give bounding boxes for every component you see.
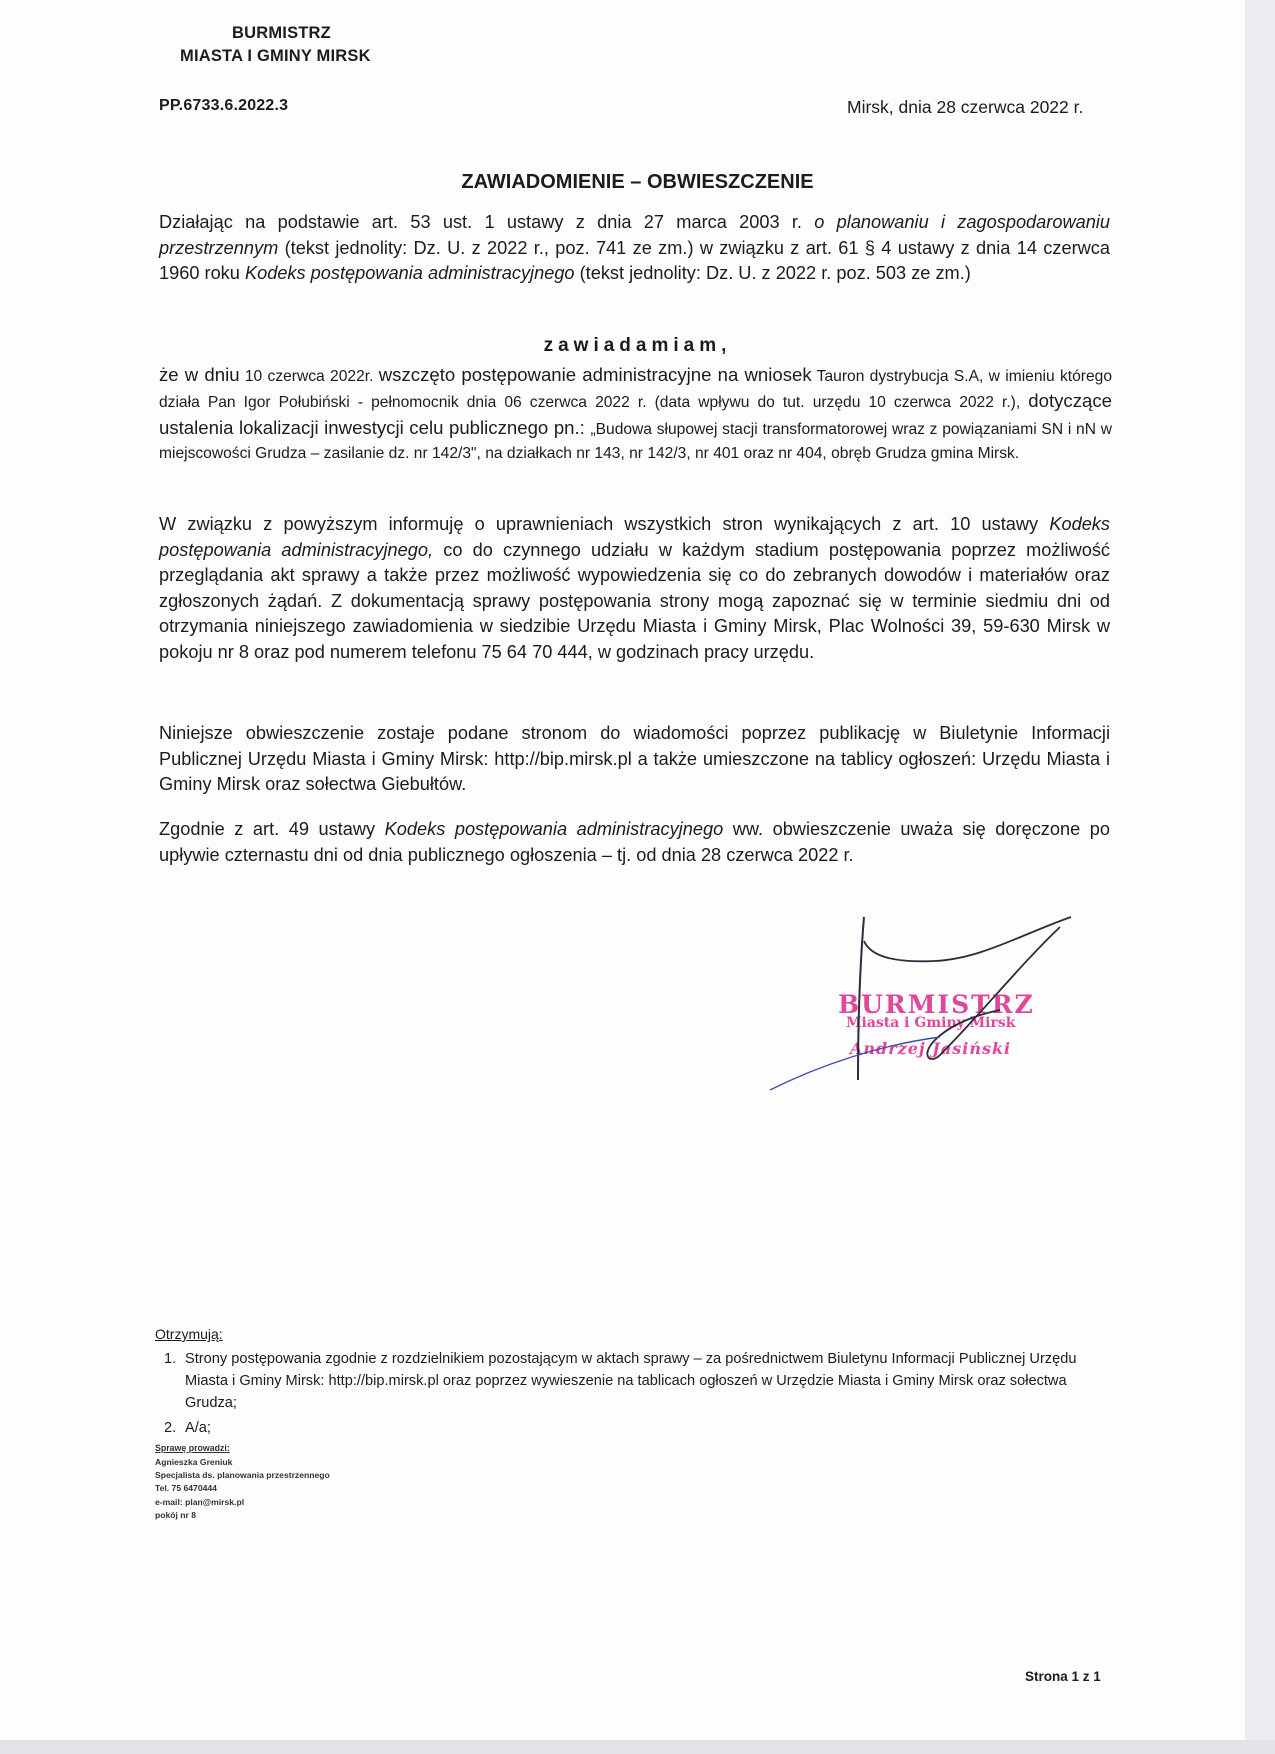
contact-block — [155, 1456, 330, 1522]
stamp-line-1: BURMISTRZ — [838, 990, 1035, 1019]
stamp-line-2: Miasta i Gminy Mirsk — [846, 1015, 1016, 1031]
para2-text-d: Tauron dystrybucja S.A, w imieniu którego działa Pan Igor Połubiński - pełnomocnik dnia 06 czerwca 2022 r. (data wpływu do tut. urzędu 10 czerwca 2022 r.), — [159, 368, 1112, 412]
paragraph-delivery — [159, 817, 1110, 868]
contact-room: pokój nr 8 — [155, 1509, 197, 1520]
para2-text-e: dotyczące ustalenia lokalizacji inwestycji celu publicznego pn.: — [159, 390, 1112, 438]
recipients-item-number: 1. — [164, 1351, 177, 1367]
contact-email: e-mail: plan@mirsk.pl — [155, 1496, 245, 1507]
paragraph-legal-basis — [159, 210, 1110, 287]
contact-position: Specjalista ds. planowania przestrzennego — [155, 1470, 330, 1481]
para1-text-1: Działając na podstawie art. 53 ust. 1 ustawy z dnia 27 marca 2003 r. — [159, 212, 815, 232]
recipients-item-text: Strony postępowania zgodnie z rozdzielnikiem pozostającym w aktach sprawy – za pośrednictwem Biuletynu Informacji Publicznej Urzędu Miasta i Gminy Mirsk: http://bip.mirsk.pl oraz poprzez wywieszenie na tablicach ogłoszeń w Urzędzie Miasta i Gminy Mirsk oraz sołectwa Grudza; — [185, 1351, 1077, 1411]
place-date: Mirsk, dnia 28 czerwca 2022 r. — [847, 97, 1084, 117]
paragraph-publication: Niniejsze obwieszczenie zostaje podane stronom do wiadomości poprzez publikację w Biuletynie Informacji Publicznej Urzędu Miasta i Gminy Mirsk: http://bip.mirsk.pl a także umieszczone na tablicy ogłoszeń: Urzędu Miasta i Gminy Mirsk oraz sołectwa Giebułtów. — [159, 723, 1110, 795]
para1-italic-2: Kodeks postępowania administracyjnego — [244, 263, 575, 284]
document-title: ZAWIADOMIENIE – OBWIESZCZENIE — [461, 171, 814, 193]
para3-text-1: W związku z powyższym informuję o uprawnieniach wszystkich stron wynikających z art. 10 ustawy — [159, 514, 1050, 534]
recipients-item-text: A/a; — [185, 1420, 211, 1436]
para5-text-1: Zgodnie z art. 49 ustawy — [159, 819, 385, 839]
scan-edge-bottom — [0, 1740, 1275, 1754]
para2-text-a: że w dniu — [159, 364, 240, 385]
para1-text-3: (tekst jednolity: Dz. U. z 2022 r. poz. 503 ze zm.) — [574, 263, 971, 284]
authority-line-2: MIASTA I GMINY MIRSK — [180, 47, 371, 65]
para1-italic-1: o planowaniu i zagospodarowaniu przestrzennym — [159, 212, 1110, 258]
reference-number: PP.6733.6.2022.3 — [159, 97, 289, 114]
para3-italic-1: Kodeks postępowania administracyjnego, — [159, 514, 1110, 560]
para5-text-2: ww. obwieszczenie uważa się doręczone po upływie czternastu dni od dnia publicznego ogłoszenia – tj. od dnia 28 czerwca 2022 r. — [159, 819, 1110, 865]
para2-text-c: wszczęto postępowanie administracyjne na wniosek — [378, 364, 812, 385]
para5-italic-1: Kodeks postępowania administracyjnego — [384, 819, 724, 839]
zawiadamiam-heading: zawiadamiam, — [543, 335, 732, 356]
handwritten-signature — [760, 905, 1100, 1125]
paragraph-rights — [159, 512, 1110, 666]
contact-heading: Sprawę prowadzi: — [155, 1443, 230, 1453]
authority-line-1: BURMISTRZ — [232, 24, 331, 42]
para2-text-b: 10 czerwca 2022r. — [239, 368, 379, 385]
para2-text-f: „Budowa słupowej stacji transformatorowej wraz z powiązaniami SN i nN w miejscowości Grudza – zasilanie dz. nr 142/3", na działkach nr 143, nr 142/3, nr 401 oraz nr 404, obręb Grudza gmina Mirsk. — [159, 420, 1113, 463]
para1-text-2: (tekst jednolity: Dz. U. z 2022 r., poz. 741 ze zm.) w związku z art. 61 § 4 ustawy z dnia 14 czerwca 1960 roku — [159, 237, 1110, 284]
contact-phone: Tel. 75 6470444 — [155, 1483, 217, 1494]
contact-name: Agnieszka Greniuk — [155, 1457, 233, 1467]
stamp-line-3: Andrzej Jasiński — [850, 1039, 1012, 1058]
paragraph-proceeding — [159, 363, 1112, 467]
scan-edge-right — [1245, 0, 1275, 1754]
recipients-item-number: 2. — [164, 1420, 177, 1436]
recipients-heading: Otrzymują: — [155, 1326, 223, 1342]
para3-text-2: co do czynnego udziału w każdym stadium postępowania poprzez możliwość przeglądania akt sprawy a także przez możliwość wypowiedzenia się co do zebranych dowodów i materiałów oraz zgłoszonych żądań. Z dokumentacją sprawy postępowania strony mogą zapoznać się w terminie siedmiu dni od otrzymania niniejszego zawiadomienia w siedzibie Urzędu Miasta i Gminy Mirsk, Plac Wolności 39, 59-630 Mirsk w pokoju nr 8 oraz pod numerem telefonu 75 64 70 444, w godzinach pracy urzędu. — [159, 539, 1111, 662]
page-number: Strona 1 z 1 — [1025, 1669, 1101, 1684]
